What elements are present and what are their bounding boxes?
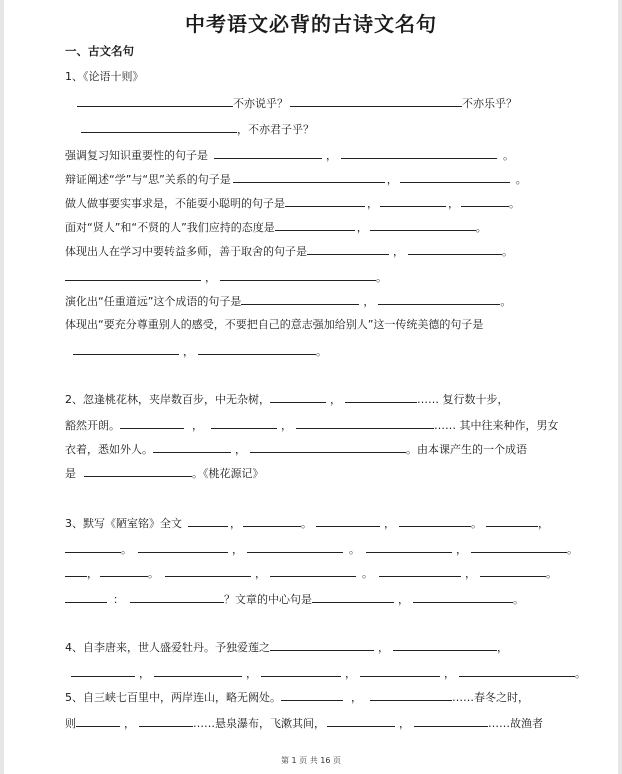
section-heading: 一、古文名句 (65, 44, 134, 58)
fill-blank[interactable] (413, 592, 513, 603)
fill-blank[interactable] (486, 516, 538, 527)
q4-line-2: ， ， ， ， 。 (65, 666, 586, 681)
fill-blank[interactable] (198, 344, 316, 355)
q2-line-4 (65, 466, 264, 481)
fill-blank[interactable] (281, 690, 343, 701)
fill-blank[interactable] (214, 148, 322, 159)
q1-text: 不亦乐乎？ (462, 97, 517, 110)
q1-line-2 (65, 122, 314, 137)
fill-blank[interactable] (480, 566, 546, 577)
q5-text: 则 (65, 717, 76, 730)
fill-blank[interactable] (360, 666, 440, 677)
q2-text: 豁然开朗。 (65, 419, 120, 432)
fill-blank[interactable] (471, 542, 567, 553)
fill-blank[interactable] (270, 392, 326, 403)
q1-text: 辩证阐述“学”与“思”关系的句子是 (65, 173, 231, 186)
q1-line-5: 做人做事要实事求是，不能耍小聪明的句子是 ， ， 。 (65, 197, 520, 210)
fill-blank[interactable] (408, 244, 502, 255)
q1-text: ，不亦君子乎？ (237, 123, 314, 136)
fill-blank[interactable] (275, 220, 355, 231)
q1-heading: 1、《论语十则》 (65, 70, 144, 83)
q5-text: ……春冬之时， (452, 691, 529, 704)
fill-blank[interactable] (261, 666, 341, 677)
fill-blank[interactable] (233, 172, 385, 183)
page-title: 中考语文必背的古诗文名句 (185, 12, 437, 36)
fill-blank[interactable] (165, 566, 251, 577)
q2-line-2: 豁然开朗。 ， ， …… 其中往来种作，男女 (65, 419, 559, 432)
q1-line-1 (65, 96, 517, 111)
q5-line-1: 5、自三峡七百里中，两岸连山，略无阙处。 ， ……春冬之时， (65, 691, 529, 704)
fill-blank[interactable] (211, 418, 277, 429)
fill-blank[interactable] (77, 96, 233, 107)
q5-line-2: 则 ， ……悬泉瀑布，飞漱其间， ， ……故渔者 (65, 717, 543, 730)
fill-blank[interactable] (296, 418, 434, 429)
q2-line-1: 2、忽逢桃花林，夹岸数百步，中无杂树， ， …… 复行数十步， (65, 393, 509, 406)
fill-blank[interactable] (461, 196, 509, 207)
q1-text: 强调复习知识重要性的句子是 (65, 149, 208, 162)
q1-line-11: ， 。 (65, 344, 327, 359)
q1-text: 演化出“任重道远”这个成语的句子是 (65, 295, 242, 308)
q3-text: 3、默写《陋室铭》全文 (65, 517, 182, 530)
fill-blank[interactable] (241, 294, 359, 305)
q3-line-3: ， 。 ， 。 ， 。 (65, 566, 557, 581)
q1-text: 体现出人在学习中要转益多师，善于取舍的句子是 (65, 245, 307, 258)
q3-line-2: 。 ， 。 ， 。 (65, 542, 578, 557)
q4-text: 4、自李唐来，世人盛爱牡丹。予独爱莲之 (65, 641, 270, 654)
fill-blank[interactable] (250, 442, 406, 453)
q2-text: 。由本课产生的一个成语 (406, 443, 527, 456)
fill-blank[interactable] (138, 542, 228, 553)
fill-blank[interactable] (290, 96, 462, 107)
q2-text: …… 复行数十步， (417, 393, 509, 406)
q1-line-7: 体现出人在学习中要转益多师，善于取舍的句子是 ， 。 (65, 245, 513, 258)
q2-text: 2、忽逢桃花林，夹岸数百步，中无杂树， (65, 393, 270, 406)
fill-blank[interactable] (153, 442, 231, 453)
fill-blank[interactable] (316, 516, 380, 527)
page-footer: 第 1 页 共 16 页 (281, 756, 341, 765)
fill-blank[interactable] (65, 592, 107, 603)
fill-blank[interactable] (81, 122, 237, 133)
fill-blank[interactable] (341, 148, 497, 159)
q1-line-4: 辩证阐述“学”与“思”关系的句子是 ， 。 (65, 173, 527, 186)
q2-text: …… 其中往来种作，男女 (434, 419, 559, 432)
q2-line-3: 衣着，悉如外人。 ， 。由本课产生的一个成语 (65, 443, 527, 456)
fill-blank[interactable] (76, 716, 120, 727)
q4-line-1: 4、自李唐来，世人盛爱牡丹。予独爱莲之 ， ， (65, 641, 508, 654)
fill-blank[interactable] (220, 270, 376, 281)
fill-blank[interactable] (379, 566, 461, 577)
q1-line-10 (65, 318, 483, 332)
q1-line-8: ， 。 (65, 270, 387, 285)
fill-blank[interactable] (120, 418, 184, 429)
q1-text: 体现出“要充分尊重别人的感受，不要把自己的意志强加给别人”这一传统美德的句子是 (65, 318, 484, 331)
fill-blank[interactable] (65, 270, 201, 281)
fill-blank[interactable] (459, 666, 575, 677)
fill-blank[interactable] (312, 592, 394, 603)
q1-line-3: 强调复习知识重要性的句子是 ， 。 (65, 149, 514, 162)
fill-blank[interactable] (270, 566, 356, 577)
fill-blank[interactable] (270, 640, 374, 651)
q1-text: 做人做事要实事求是，不能耍小聪明的句子是 (65, 197, 285, 210)
fill-blank[interactable] (247, 542, 343, 553)
fill-blank[interactable] (400, 172, 510, 183)
q1-text: 面对“贤人”和“不贤的人”我们应持的态度是 (65, 221, 275, 234)
q2-text: 衣着，悉如外人。 (65, 443, 153, 456)
q3-text: ？文章的中心句是 (224, 593, 312, 606)
fill-blank[interactable] (378, 294, 500, 305)
fill-blank[interactable] (327, 716, 395, 727)
q3-line-1: 3、默写《陋室铭》全文 ， 。 ， 。 ， (65, 517, 549, 530)
fill-blank[interactable] (380, 196, 446, 207)
q2-text: 是 (65, 467, 76, 480)
fill-blank[interactable] (154, 666, 242, 677)
q5-text: ……悬泉瀑布，飞漱其间 (193, 717, 314, 730)
fill-blank[interactable] (370, 690, 452, 701)
q1-line-6: 面对“贤人”和“不贤的人”我们应持的态度是 ， 。 (65, 221, 487, 234)
fill-blank[interactable] (366, 542, 452, 553)
fill-blank[interactable] (100, 566, 148, 577)
q1-line-9: 演化出“任重道远”这个成语的句子是 ， 。 (65, 295, 512, 308)
fill-blank[interactable] (188, 516, 228, 527)
fill-blank[interactable] (285, 196, 365, 207)
fill-blank[interactable] (393, 640, 497, 651)
fill-blank[interactable] (71, 666, 135, 677)
q5-text: 5、自三峡七百里中，两岸连山，略无阙处。 (65, 691, 281, 704)
fill-blank[interactable] (65, 542, 121, 553)
fill-blank[interactable] (370, 220, 476, 231)
fill-blank[interactable] (139, 716, 193, 727)
fill-blank[interactable] (243, 516, 301, 527)
fill-blank[interactable] (345, 392, 417, 403)
fill-blank[interactable] (73, 344, 179, 355)
fill-blank[interactable] (130, 592, 224, 603)
fill-blank[interactable] (84, 466, 192, 477)
q1-text: 不亦说乎？ (233, 97, 288, 110)
fill-blank[interactable] (399, 516, 471, 527)
q5-text: ……故渔者 (488, 717, 543, 730)
q2-text: 。《桃花源记》 (192, 467, 264, 480)
document-page (4, 0, 618, 774)
fill-blank[interactable] (414, 716, 488, 727)
fill-blank[interactable] (65, 566, 87, 577)
fill-blank[interactable] (307, 244, 389, 255)
q3-line-4: ： ？文章的中心句是 ， 。 (65, 592, 524, 607)
